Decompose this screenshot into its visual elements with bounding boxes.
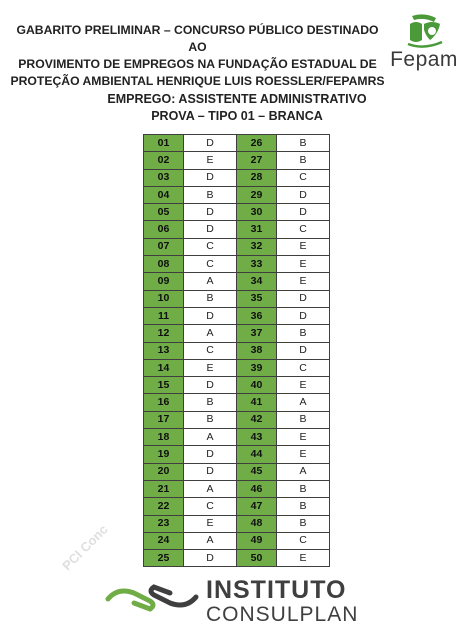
question-number-cell: 05 [144,204,184,221]
table-row [144,498,330,515]
question-number-cell: 22 [144,498,184,515]
question-number-cell: 10 [144,290,184,307]
question-number-cell: 38 [237,342,277,359]
table-row [144,238,330,255]
question-number-cell: 07 [144,238,184,255]
watermark: PCI Conc [59,521,111,574]
table-row [144,480,330,497]
question-number-cell: 32 [237,238,277,255]
table-row [144,446,330,463]
answer-cell: C [184,238,237,255]
question-number-cell: 08 [144,256,184,273]
answer-cell: C [184,256,237,273]
answer-cell: D [277,290,330,307]
answer-cell: E [277,273,330,290]
answer-key-table [143,134,330,567]
table-row [144,515,330,532]
question-number-cell: 39 [237,359,277,376]
title-line-2: PROVIMENTO DE EMPREGOS NA FUNDAÇÃO ESTADUAL DE [18,57,377,71]
question-number-cell: 24 [144,532,184,549]
answer-cell: D [184,463,237,480]
question-number-cell: 28 [237,169,277,186]
question-number-cell: 16 [144,394,184,411]
answer-cell: C [184,498,237,515]
question-number-cell: 50 [237,550,277,567]
answer-cell: D [184,169,237,186]
answer-cell: D [277,204,330,221]
question-number-cell: 43 [237,429,277,446]
answer-cell: E [277,238,330,255]
answer-cell: B [184,394,237,411]
answer-cell: D [184,204,237,221]
title-line-1: GABARITO PRELIMINAR – CONCURSO PÚBLICO DESTINADO AO [16,23,379,54]
table-row [144,204,330,221]
question-number-cell: 09 [144,273,184,290]
table-row [144,325,330,342]
question-number-cell: 47 [237,498,277,515]
answer-cell: B [184,411,237,428]
table-row [144,290,330,307]
answer-cell: A [184,325,237,342]
question-number-cell: 41 [237,394,277,411]
question-number-cell: 42 [237,411,277,428]
answer-cell: E [277,256,330,273]
answer-cell: D [277,307,330,324]
question-number-cell: 30 [237,204,277,221]
answer-cell: D [184,307,237,324]
question-number-cell: 19 [144,446,184,463]
answer-cell: E [184,152,237,169]
answer-cell: D [184,135,237,152]
answer-cell: D [184,377,237,394]
answer-cell: B [277,411,330,428]
answer-cell: E [184,359,237,376]
question-number-cell: 23 [144,515,184,532]
fepam-emblem-icon [382,10,466,50]
answer-cell: A [184,273,237,290]
question-number-cell: 14 [144,359,184,376]
table-row [144,186,330,203]
question-number-cell: 21 [144,480,184,497]
table-row [144,152,330,169]
table-row [144,273,330,290]
table-row [144,411,330,428]
question-number-cell: 34 [237,273,277,290]
table-row [144,532,330,549]
answer-cell: C [184,342,237,359]
question-number-cell: 11 [144,307,184,324]
footer-brand-line1: INSTITUTO [206,576,347,604]
table-row [144,307,330,324]
question-number-cell: 36 [237,307,277,324]
table-row [144,429,330,446]
answer-cell: A [184,532,237,549]
answer-cell: C [277,221,330,238]
question-number-cell: 27 [237,152,277,169]
answer-cell: B [277,325,330,342]
question-number-cell: 48 [237,515,277,532]
question-number-cell: 15 [144,377,184,394]
answer-cell: A [184,429,237,446]
title-line-3: PROTEÇÃO AMBIENTAL HENRIQUE LUIS ROESSLER/FEPAMRS [10,74,385,88]
answer-cell: B [277,480,330,497]
table-row [144,169,330,186]
answer-cell: C [277,359,330,376]
table-row [144,256,330,273]
answer-cell: E [277,377,330,394]
question-number-cell: 20 [144,463,184,480]
question-number-cell: 02 [144,152,184,169]
answer-cell: A [277,463,330,480]
table-row [144,394,330,411]
question-number-cell: 46 [237,480,277,497]
answer-cell: D [184,550,237,567]
question-number-cell: 25 [144,550,184,567]
answer-cell: E [277,446,330,463]
question-number-cell: 29 [237,186,277,203]
question-number-cell: 31 [237,221,277,238]
answer-cell: A [277,394,330,411]
question-number-cell: 17 [144,411,184,428]
answer-cell: B [184,186,237,203]
question-number-cell: 49 [237,532,277,549]
fepam-logo-text: Fepam [390,48,458,71]
question-number-cell: 37 [237,325,277,342]
answer-cell: D [277,342,330,359]
table-row [144,135,330,152]
question-number-cell: 26 [237,135,277,152]
table-row [144,342,330,359]
footer-brand-line2: CONSULPLAN [206,603,359,626]
page-title [10,22,385,90]
question-number-cell: 06 [144,221,184,238]
answer-cell: D [277,186,330,203]
question-number-cell: 01 [144,135,184,152]
question-number-cell: 04 [144,186,184,203]
table-row [144,377,330,394]
question-number-cell: 33 [237,256,277,273]
answer-cell: C [277,532,330,549]
exam-type: PROVA – TIPO 01 – BRANCA [151,109,323,123]
answer-cell: B [277,152,330,169]
table-row [144,550,330,567]
question-number-cell: 18 [144,429,184,446]
handshake-icon [104,583,200,613]
answer-cell: E [277,550,330,567]
question-number-cell: 35 [237,290,277,307]
question-number-cell: 12 [144,325,184,342]
question-number-cell: 44 [237,446,277,463]
question-number-cell: 13 [144,342,184,359]
answer-cell: C [277,169,330,186]
answer-cell: B [277,515,330,532]
answer-cell: B [277,135,330,152]
table-row [144,463,330,480]
table-row [144,221,330,238]
answer-cell: D [184,221,237,238]
answer-cell: B [184,290,237,307]
question-number-cell: 40 [237,377,277,394]
answer-cell: E [277,429,330,446]
question-number-cell: 45 [237,463,277,480]
table-row [144,359,330,376]
answer-cell: E [184,515,237,532]
job-title: EMPREGO: ASSISTENTE ADMINISTRATIVO [107,92,367,106]
question-number-cell: 03 [144,169,184,186]
answer-cell: D [184,446,237,463]
fepam-logo [382,10,466,72]
answer-cell: B [277,498,330,515]
answer-cell: A [184,480,237,497]
